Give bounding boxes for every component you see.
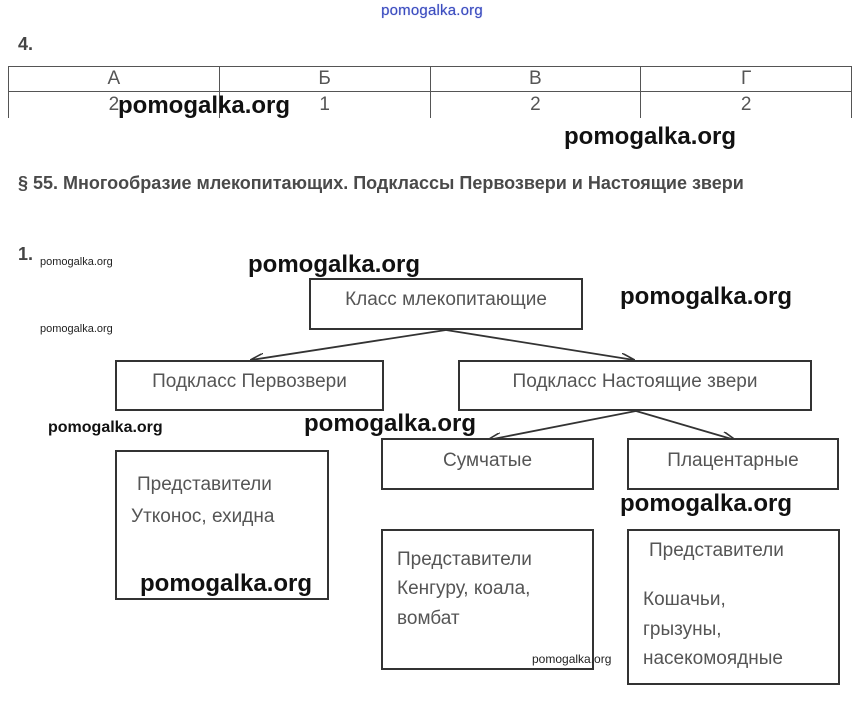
prototheria-representatives-line: Утконос, ехидна — [131, 506, 275, 527]
answer-header-v: В — [430, 67, 641, 92]
answer-header-b: Б — [219, 67, 430, 92]
placentals-box — [627, 438, 839, 490]
arrow-to-placentals — [636, 411, 735, 440]
answer-value-b: 1 — [219, 92, 430, 119]
placentals-representatives-box — [627, 529, 840, 685]
task-1-number: 1. — [18, 244, 34, 264]
class-mammals-label: Класс млекопитающие — [345, 289, 547, 310]
subclass-theria-label: Подкласс Настоящие звери — [512, 371, 758, 392]
placentals-representatives-line-2: грызуны, — [643, 619, 722, 640]
watermark-header: pomogalka.org — [381, 2, 483, 19]
watermark-small-3: pomogalka.org — [532, 652, 612, 666]
watermark-2: pomogalka.org — [564, 123, 737, 150]
answer-value-g: 2 — [641, 92, 852, 119]
watermark-small-1: pomogalka.org — [40, 256, 113, 268]
marsupials-representatives-box — [381, 529, 594, 670]
subclass-prototheria-label: Подкласс Первозвери — [152, 371, 347, 392]
watermark-7: pomogalka.org — [620, 490, 793, 517]
marsupials-box — [381, 438, 594, 490]
placentals-representatives-title: Представители — [649, 540, 784, 561]
watermark-small-2: pomogalka.org — [40, 323, 113, 335]
answer-header-a: А — [9, 67, 220, 92]
answer-header-g: Г — [641, 67, 852, 92]
arrow-to-true-subclass — [446, 330, 634, 360]
task-4-number: 4. — [18, 34, 34, 54]
watermark-4: pomogalka.org — [620, 283, 793, 310]
arrow-to-marsupials — [488, 411, 636, 440]
watermark-5: pomogalka.org — [48, 419, 163, 436]
watermark-1: pomogalka.org — [118, 92, 291, 119]
answer-value-a: 2 — [9, 92, 220, 119]
placentals-label: Плацентарные — [667, 450, 799, 471]
class-mammals-box — [309, 278, 583, 330]
prototheria-representatives-title: Представители — [137, 474, 272, 495]
marsupials-representatives-line-1: Кенгуру, коала, — [397, 578, 531, 599]
section-title: § 55. Многообразие млекопитающих. Подклассы Первозвери и Настоящие звери — [18, 173, 744, 193]
placentals-representatives-line-3: насекомоядные — [643, 648, 783, 669]
placentals-representatives-line-1: Кошачьи, — [643, 589, 726, 610]
watermark-8: pomogalka.org — [140, 570, 313, 597]
watermark-6: pomogalka.org — [304, 410, 477, 437]
answer-value-v: 2 — [430, 92, 641, 119]
subclass-prototheria-box — [115, 360, 384, 411]
marsupials-label: Сумчатые — [442, 450, 533, 471]
marsupials-representatives-line-2: вомбат — [397, 608, 460, 629]
marsupials-representatives-title: Представители — [397, 549, 532, 570]
subclass-theria-box — [458, 360, 812, 411]
watermark-3: pomogalka.org — [248, 251, 421, 278]
arrow-to-first-subclass — [251, 330, 446, 360]
